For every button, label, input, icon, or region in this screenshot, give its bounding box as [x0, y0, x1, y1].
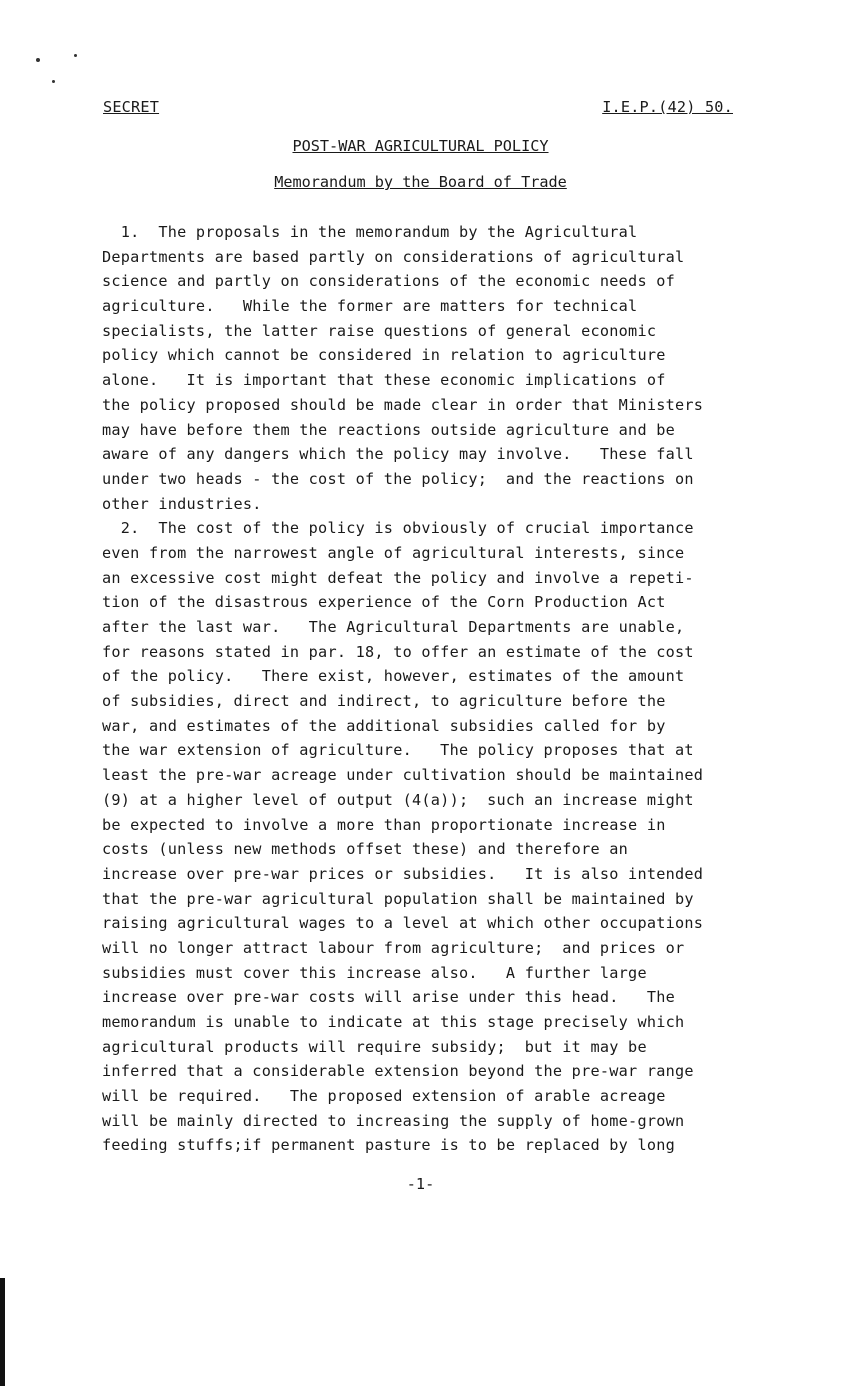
body-line: increase over pre-war prices or subsidies. It is also intended — [102, 864, 704, 883]
body-line: Departments are based partly on considerations of agricultural — [102, 247, 685, 266]
body-line: subsidies must cover this increase also. A further large — [102, 963, 647, 982]
memorandum-body — [102, 220, 762, 1158]
body-line: an excessive cost might defeat the policy and involve a repeti- — [102, 568, 694, 587]
body-line: the war extension of agriculture. The policy proposes that at — [102, 741, 694, 760]
body-line: 1. The proposals in the memorandum by the Agricultural — [102, 223, 638, 241]
body-line: increase over pre-war costs will arise under this head. The — [102, 988, 676, 1007]
body-line: of subsidies, direct and indirect, to agriculture before the — [102, 692, 666, 711]
body-line: under two heads - the cost of the policy; and the reactions on — [102, 469, 694, 488]
body-line: 2. The cost of the policy is obviously of crucial importance — [102, 519, 694, 538]
body-line: after the last war. The Agricultural Departments are unable, — [102, 618, 685, 636]
page-number: -1- — [406, 1175, 435, 1193]
body-line: least the pre-war acreage under cultivation should be maintained — [102, 766, 704, 785]
body-line: specialists, the latter raise questions of general economic — [102, 321, 657, 340]
document-subtitle: Memorandum by the Board of Trade — [274, 173, 567, 191]
body-line: agriculture. While the former are matters for technical — [102, 297, 638, 316]
document-title: POST-WAR AGRICULTURAL POLICY — [292, 137, 549, 155]
body-line: science and partly on considerations of the economic needs of — [102, 272, 676, 291]
scan-speck — [74, 54, 77, 57]
body-line: of the policy. There exist, however, estimates of the amount — [102, 667, 685, 686]
body-line: may have before them the reactions outside agriculture and be — [102, 420, 676, 439]
body-line: feeding stuffs;if permanent pasture is to be replaced by long — [102, 1136, 676, 1155]
classification-marking: SECRET — [103, 98, 160, 116]
body-line: will be mainly directed to increasing the supply of home-grown — [102, 1111, 685, 1130]
body-line: for reasons stated in par. 18, to offer an estimate of the cost — [102, 642, 694, 661]
document-reference: I.E.P.(42) 50. — [602, 98, 733, 116]
body-line: aware of any dangers which the policy may involve. These fall — [102, 445, 694, 464]
body-line: the policy proposed should be made clear in order that Ministers — [102, 395, 704, 414]
scan-speck — [52, 80, 55, 83]
body-line: will no longer attract labour from agriculture; and prices or — [102, 938, 685, 957]
body-line: war, and estimates of the additional subsidies called for by — [102, 716, 666, 735]
body-line: even from the narrowest angle of agricultural interests, since — [102, 543, 685, 562]
body-line: policy which cannot be considered in relation to agriculture — [102, 346, 666, 365]
body-line: costs (unless new methods offset these) and therefore an — [102, 840, 629, 859]
body-line: inferred that a considerable extension beyond the pre-war range — [102, 1062, 694, 1081]
body-line: raising agricultural wages to a level at which other occupations — [102, 914, 704, 933]
body-line: agricultural products will require subsidy; but it may be — [102, 1037, 647, 1056]
scan-edge-shadow — [0, 1278, 5, 1386]
body-line: alone. It is important that these economic implications of — [102, 371, 666, 390]
body-line: (9) at a higher level of output (4(a)); such an increase might — [102, 790, 694, 809]
body-line: other industries. — [102, 494, 262, 513]
body-line: memorandum is unable to indicate at this stage precisely which — [102, 1013, 685, 1031]
body-line: be expected to involve a more than proportionate increase in — [102, 815, 666, 834]
body-line: tion of the disastrous experience of the Corn Production Act — [102, 593, 666, 612]
scan-speck — [36, 58, 40, 62]
body-line: that the pre-war agricultural population shall be maintained by — [102, 889, 694, 908]
body-line: will be required. The proposed extension of arable acreage — [102, 1087, 666, 1106]
